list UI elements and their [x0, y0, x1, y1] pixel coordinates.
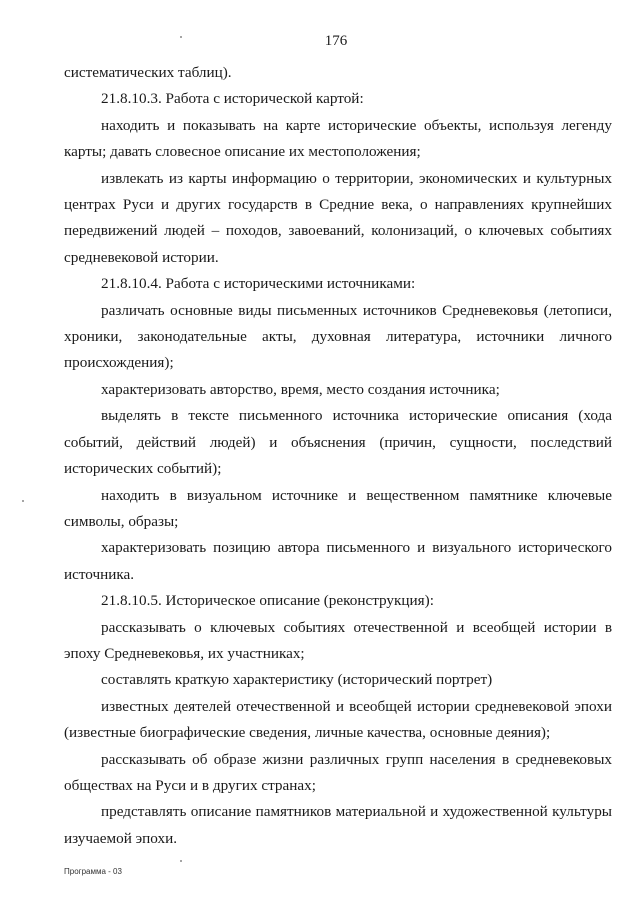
- page-footer: Программа - 03: [64, 867, 122, 876]
- list-item: рассказывать о ключевых событиях отечественной и всеобщей истории в эпоху Средневековья, их участниках;: [64, 618, 612, 662]
- list-item: составлять краткую характеристику (исторический портрет): [101, 671, 493, 689]
- list-item: выделять в тексте письменного источника исторические описания (хода событий, действий людей) и объяснения (причин, сущности, последствий исторических событий);: [64, 407, 612, 478]
- list-item: находить и показывать на карте исторические объекты, используя легенду карты; давать словесное описание их местоположения;: [64, 116, 612, 161]
- section-heading: 21.8.10.3. Работа с исторической картой:: [101, 90, 364, 108]
- section-heading: 21.8.10.5. Историческое описание (реконструкция):: [101, 592, 434, 610]
- scan-speck: [180, 860, 182, 862]
- list-item: рассказывать об образе жизни различных групп населения в средневековых обществах на Руси и в других странах;: [64, 750, 612, 794]
- scan-speck: [22, 500, 24, 502]
- scan-speck: [180, 36, 182, 38]
- list-item: характеризовать авторство, время, место создания источника;: [101, 380, 500, 398]
- page-number: 176: [324, 33, 348, 49]
- body-text: [64, 60, 612, 852]
- list-item: представлять описание памятников материальной и художественной культуры изучаемой эпохи.: [64, 803, 612, 847]
- paragraph-continuation: систематических таблиц).: [64, 64, 232, 81]
- section-heading: 21.8.10.4. Работа с историческими источниками:: [101, 275, 416, 293]
- list-item: извлекать из карты информацию о территории, экономических и культурных центрах Руси и других государств в Средние века, о направлениях крупнейших передвижений людей – походов, завоеваний, колонизаций, о ключевых событиях средневековой истории.: [64, 169, 612, 266]
- list-item: известных деятелей отечественной и всеобщей истории средневековой эпохи (известные биографические сведения, личные качества, основные деяния);: [64, 697, 612, 742]
- list-item: находить в визуальном источнике и вещественном памятнике ключевые символы, образы;: [64, 486, 612, 530]
- list-item: характеризовать позицию автора письменного и визуального исторического источника.: [64, 539, 612, 583]
- list-item: различать основные виды письменных источников Средневековья (летописи, хроники, законодательные акты, духовная литература, источники личного происхождения);: [64, 301, 612, 372]
